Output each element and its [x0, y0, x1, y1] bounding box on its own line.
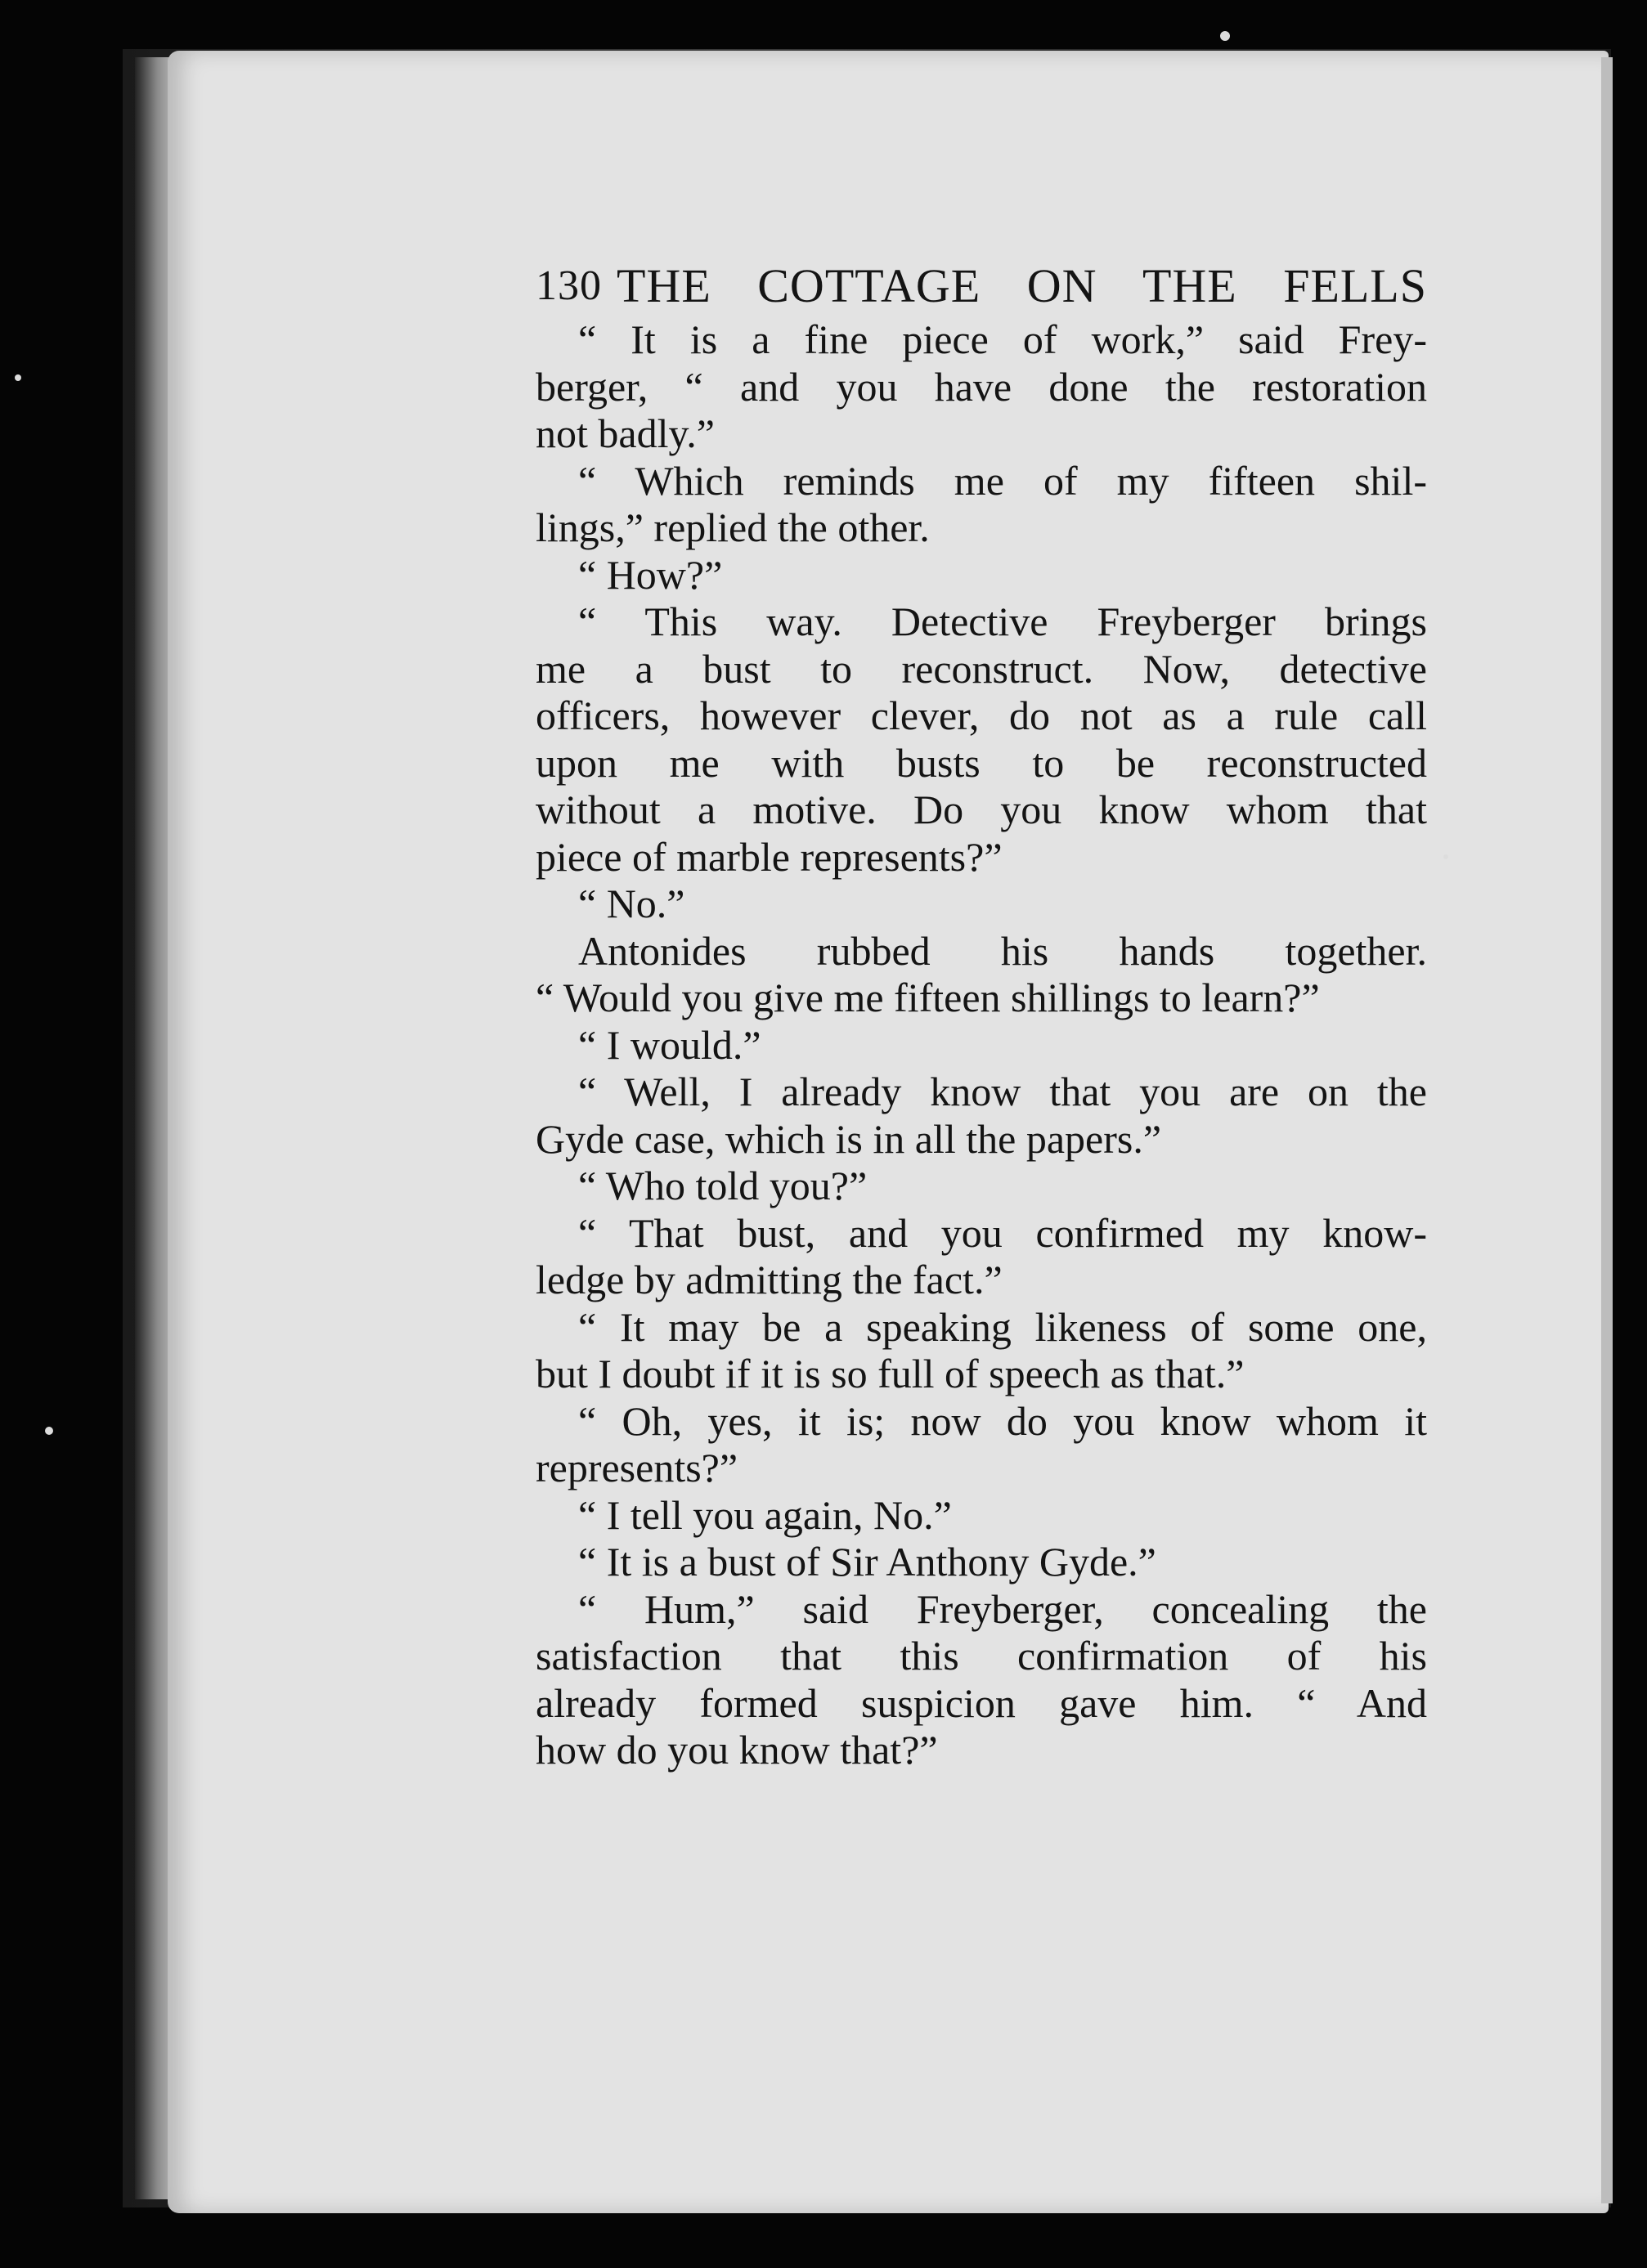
paragraph [536, 552, 1427, 599]
text-line: “ That bust, and you confirmed my know- [578, 1209, 1427, 1256]
running-head [536, 258, 1427, 315]
page-text [536, 258, 1427, 1774]
text-line: ledge by admitting the fact.” [536, 1257, 1003, 1302]
text-line: “ Which reminds me of my fifteen shil- [578, 457, 1427, 504]
text-line: but I doubt if it is so full of speech as that.” [536, 1351, 1245, 1396]
text-line: me a bust to reconstruct. Now, detective [536, 645, 1427, 692]
dust-speck [1220, 31, 1230, 41]
text-line: “ I would.” [578, 1021, 761, 1068]
text-line: officers, however clever, do not as a rule call [536, 693, 1427, 738]
text-line: “ This way. Detective Freyberger brings [578, 598, 1427, 644]
paragraph [536, 1492, 1427, 1540]
page-edge [1601, 57, 1613, 2203]
dust-speck [45, 1427, 53, 1435]
paragraph [536, 881, 1427, 928]
paragraph [536, 1539, 1427, 1586]
text-line: “ I tell you again, No.” [578, 1491, 952, 1538]
text-line: piece of marble represents?” [536, 833, 1003, 880]
paragraph [536, 1398, 1427, 1492]
text-line: “ Oh, yes, it is; now do you know whom it [578, 1397, 1427, 1444]
text-line: upon me with busts to be reconstructed [536, 739, 1427, 786]
paragraph [536, 1586, 1427, 1774]
paragraph [536, 458, 1427, 552]
paragraph [536, 316, 1427, 458]
paragraph [536, 598, 1427, 881]
text-line: satisfaction that this confirmation of his [536, 1633, 1427, 1679]
paragraph [536, 1210, 1427, 1304]
paragraph [536, 1069, 1427, 1163]
text-line: “ Hum,” said Freyberger, concealing the [578, 1585, 1427, 1632]
text-line: represents?” [536, 1445, 738, 1490]
paragraph [536, 1022, 1427, 1069]
dust-speck [1443, 854, 1448, 859]
paragraph [536, 1304, 1427, 1398]
text-line: “ It is a bust of Sir Anthony Gyde.” [578, 1539, 1156, 1584]
text-line: not badly.” [536, 410, 715, 456]
dust-speck [15, 374, 21, 381]
text-line: berger, “ and you have done the restoration [536, 363, 1427, 410]
text-line: how do you know that?” [536, 1727, 938, 1773]
text-line: already formed suspicion gave him. “ And [536, 1679, 1427, 1726]
text-line: “ Would you give me fifteen shillings to learn?” [536, 975, 1320, 1020]
text-line: “ Well, I already know that you are on the [578, 1069, 1427, 1114]
text-line: lings,” replied the other. [536, 504, 930, 550]
text-line: Gyde case, which is in all the papers.” [536, 1115, 1162, 1162]
text-line: “ It is a fine piece of work,” said Frey- [578, 316, 1427, 362]
text-line: “ How?” [578, 551, 723, 598]
page-number: 130 [536, 262, 602, 309]
text-line: “ It may be a speaking likeness of some one, [578, 1303, 1427, 1350]
book-title: THE COTTAGE ON THE FELLS [617, 259, 1427, 312]
paragraph [536, 1163, 1427, 1210]
body-text [536, 316, 1427, 1774]
paragraph [536, 928, 1427, 1022]
text-line: Antonides rubbed his hands together. [578, 927, 1427, 974]
text-line: “ Who told you?” [578, 1163, 868, 1208]
text-line: “ No.” [578, 881, 685, 926]
text-line: without a motive. Do you know whom that [536, 787, 1427, 832]
